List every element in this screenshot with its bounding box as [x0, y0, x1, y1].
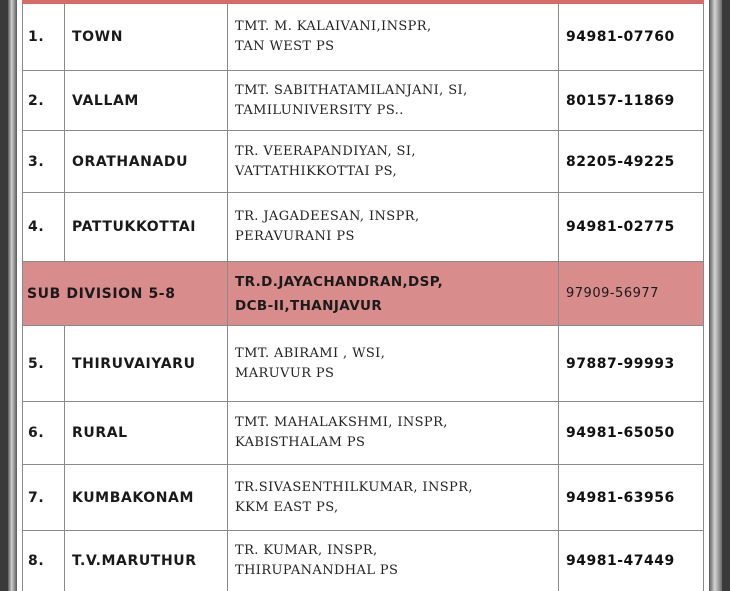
station-name: KUMBAKONAM	[64, 465, 227, 530]
officer-station: KABISTHALAM PS	[235, 435, 366, 450]
phone-number: 80157-11869	[558, 71, 704, 130]
officer-cell	[227, 193, 558, 261]
row-number: 2.	[22, 71, 64, 130]
phone-number: 82205-49225	[558, 131, 704, 192]
officer-station: THIRUPANANDHAL PS	[235, 563, 399, 578]
row-number: 1.	[22, 4, 64, 70]
phone-number: 94981-65050	[558, 402, 704, 464]
officer-cell	[227, 131, 558, 192]
phone-number: 94981-02775	[558, 193, 704, 261]
row-number: 4.	[22, 193, 64, 261]
table-row	[22, 71, 704, 131]
subdivision-officer-office: DCB-II,THANJAVUR	[235, 297, 383, 314]
officer-name: TMT. MAHALAKSHMI, INSPR,	[235, 415, 448, 430]
subdivision-officer-cell	[227, 262, 558, 325]
officer-cell	[227, 71, 558, 130]
subdivision-row	[22, 262, 704, 326]
station-name: VALLAM	[64, 71, 227, 130]
officer-station: PERAVURANI PS	[235, 229, 355, 244]
row-number: 7.	[22, 465, 64, 530]
station-name: ORATHANADU	[64, 131, 227, 192]
officer-station: TAN WEST PS	[235, 39, 335, 54]
officers-table	[22, 4, 704, 591]
officer-station: TAMILUNIVERSITY PS..	[235, 102, 404, 118]
page-left-border	[8, 0, 17, 591]
officer-name: TR. VEERAPANDIYAN, SI,	[235, 143, 416, 159]
row-number: 6.	[22, 402, 64, 464]
table-row	[22, 326, 704, 402]
page-right-border	[709, 0, 722, 591]
officer-cell	[227, 326, 558, 401]
table-row	[22, 465, 704, 531]
officer-name: TMT. SABITHATAMILANJANI, SI,	[235, 82, 468, 98]
officer-name: TR. KUMAR, INSPR,	[235, 543, 378, 558]
officer-cell	[227, 4, 558, 70]
officer-cell	[227, 465, 558, 530]
table-row	[22, 531, 704, 591]
officer-cell	[227, 402, 558, 464]
officer-name: TMT. ABIRAMI , WSI,	[235, 345, 386, 361]
officer-station: VATTATHIKKOTTAI PS,	[235, 163, 398, 179]
officer-name: TMT. M. KALAIVANI,INSPR,	[235, 19, 432, 34]
table-row	[22, 402, 704, 465]
phone-number: 94981-07760	[558, 4, 704, 70]
officer-station: MARUVUR PS	[235, 365, 335, 381]
table-row	[22, 131, 704, 193]
subdivision-label: SUB DIVISION 5-8	[22, 262, 227, 325]
station-name: TOWN	[64, 4, 227, 70]
station-name: THIRUVAIYARU	[64, 326, 227, 401]
officer-name: TR. JAGADEESAN, INSPR,	[235, 209, 420, 224]
row-number: 3.	[22, 131, 64, 192]
row-number: 5.	[22, 326, 64, 401]
table-row	[22, 193, 704, 262]
table-row	[22, 4, 704, 71]
officer-cell	[227, 531, 558, 591]
phone-number: 94981-47449	[558, 531, 704, 591]
phone-number: 97887-99993	[558, 326, 704, 401]
officer-name: TR.SIVASENTHILKUMAR, INSPR,	[235, 479, 473, 495]
subdivision-phone: 97909-56977	[558, 262, 704, 325]
station-name: RURAL	[64, 402, 227, 464]
row-number: 8.	[22, 531, 64, 591]
station-name: PATTUKKOTTAI	[64, 193, 227, 261]
subdivision-officer-name: TR.D.JAYACHANDRAN,DSP,	[235, 273, 444, 290]
phone-number: 94981-63956	[558, 465, 704, 530]
station-name: T.V.MARUTHUR	[64, 531, 227, 591]
officer-station: KKM EAST PS,	[235, 499, 339, 515]
